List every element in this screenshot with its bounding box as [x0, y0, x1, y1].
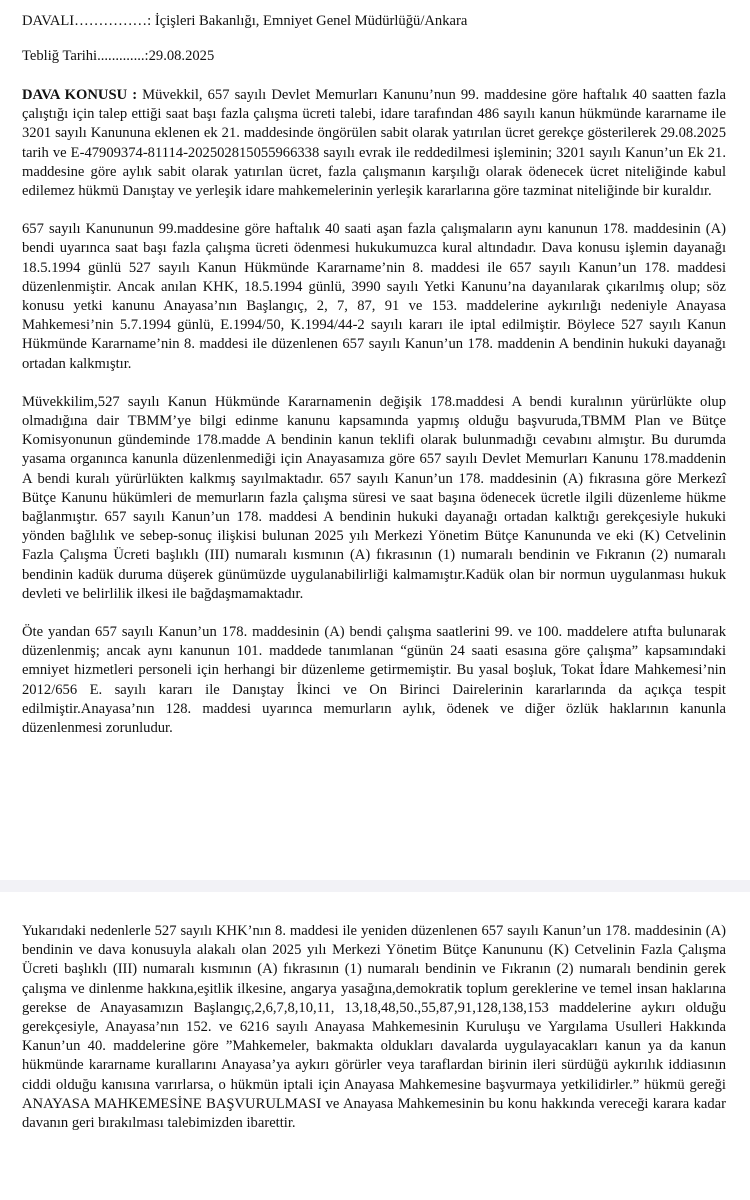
document-page-2 — [0, 892, 750, 1200]
teblig-value: 29.08.2025 — [148, 48, 215, 64]
page-break — [0, 880, 750, 892]
dava-konusu-paragraph — [22, 86, 726, 201]
davali-line — [22, 12, 726, 31]
final-text-before: Yukarıdaki nedenlerle 527 sayılı KHK’nın 8. maddesi ile yeniden düzenlenen 657 sayılı Kanun’un 178. maddesinin (A) bendinin ve dava konusuyla alakalı olan 2025 yılı Merkezi Yönetim Bütçe Kanununu (K) Cetvelinin Fazla Çalışma Ücreti başlıklı (III) numaralı kısmının (A) fıkrasının (1) numaralı bendinin ve Fıkranın (2) numaralı bendinin gerek çalışma ve dinlenme hakkına,eşitlik ilkesine, angarya yasağına,demokratik toplum gereklerine ve temel insan haklarına gerekse de Anayasamızın Başlangıç,2,6,7,8,10,11, 13,18,48,50.,55,87,91,128,138,153 maddelerine aykırı olduğu gerekçesiyle, Anayasa’nın 152. ve 6216 sayılı Anayasa Mahkemesinin Kuruluşu ve Yargılama Usulleri Hakkında Kanun’un 40. maddelerine göre ”Mahkemeler, bakmakta oldukları davalarda uygulayacakları kanun ya da kanun hükmünde kararname kurallarını Anayasa’ya aykırı görürler veya taraflardan birinin ileri sürdüğü aykırılık iddiasının ciddi olduğu kanısına varırlarsa, o hükmün iptali için Anayasa Mahkemesine başvurmaya yetkilidirler.” hükmü gereği — [22, 923, 726, 1093]
paragraph-1: 657 sayılı Kanununun 99.maddesine göre haftalık 40 saati aşan fazla çalışmaların aynı kanunun 178. maddesinin (A) bendi uyarınca saat başı fazla çalışma ücreti ödenmesi hukukumuzca kural altındadır. Dava konusu işlemin dayanağı 18.5.1994 günlü 527 sayılı Kanun Hükmünde Kararname’nin 8. maddesi ile 657 sayılı Kanun’un 178. maddesi düzenlenmiştir. Ancak anılan KHK, 18.5.1994 günlü, 3990 sayılı Yetki Kanunu’na dayanılarak çıkarılmış olup; söz konusu yetki kanunu Anayasa’nın Başlangıç, 2, 7, 87, 91 ve 153. maddelerine aykırılığı nedeniyle Anayasa Mahkemesi’nin 5.7.1994 günlü, E.1994/50, K.1994/44-2 sayılı kararı ile iptal edilmiştir. Böylece 527 sayılı Kanun Hükmünde Kararname’nin 8. maddesi ile düzenlenen 657 sayılı Kanun’un 178. maddenin A bendinin hukuki dayanağı ortadan kalkmıştır. — [22, 221, 726, 372]
dava-konusu-label: DAVA KONUSU : — [22, 87, 138, 103]
dava-konusu-text: Müvekkil, 657 sayılı Devlet Memurları Kanunu’nun 99. maddesine göre haftalık 40 saatten fazla çalıştığı için talep ettiği saat başı fazla çalışma ücreti talebi, idare tarafından 486 sayılı kanun hükmünde kararname ile 3201 sayılı Kanununa eklenen ek 21. maddesinde öngörülen sabit olarak yatırılan ücret gerekçe gösterilerek 29.08.2025 tarih ve E-47909374-81114-202502815055966338 sayılı evrak ile reddedilmesi işleminin; 3201 sayılı Kanun’un Ek 21. maddesine göre aylık sabit olarak yatırılan ücret, fazla çalışmanın karşılığı olarak ödenecek ücret niteliğinde kabul edilemez hükmü Danıştay ve yerleşik idare mahkemelerinin yerleşik kararlarına göre tazminat niteliğinde bir kuraldır. — [22, 87, 726, 200]
final-emphasis: ANAYASA MAHKEMESİNE BAŞVURULMASI — [22, 1095, 322, 1112]
paragraph-3: Öte yandan 657 sayılı Kanun’un 178. maddesinin (A) bendi çalışma saatlerini 99. ve 100. maddelere atıfta bulunarak düzenlenmiş; ancak aynı kanunun 101. maddede tanımlanan “günün 24 saati esasına göre çalışma” kapsamındaki emniyet hizmetleri personeli için herhangi bir düzenleme getirmemiştir. Bu yasal boşluk, Tokat İdare Mahkemesi’nin 2012/656 E. sayılı kararı ile Danıştay İkinci ve On Birinci Dairelerinin kararlarında da açıkça tespit edilmiştir.Anayasa’nın 128. maddesi uyarınca memurların aylık, ödenek ve diğer özlük haklarının kanunla düzenlenmesi zorunludur. — [22, 624, 726, 737]
davali-value: İçişleri Bakanlığı, Emniyet Genel Müdürlüğü/Ankara — [151, 13, 468, 29]
paragraph-2: Müvekkilim,527 sayılı Kanun Hükmünde Kararnamenin değişik 178.maddesi A bendi kuralının yürürlükte olup olmadığına dair TBMM’ye bilgi edinme kanunu kapsamında yapmış olduğu başvuruda,TBMM Plan ve Bütçe Komisyonunun gündeminde 178.madde A bendinin kanun teklifi olarak bulunmadığı cevabını almıştır. Bu durumda yasama organınca kanunla düzenlenmediği için Anayasamıza göre 657 sayılı Devlet Memurları Kanunu 178.maddenin A bendi kuralı yürürlükten kalkmış sayılmaktadır. 657 sayılı Kanun’un 178. maddesinin (A) fıkrasına göre Merkezî Bütçe Kanunu hükümleri de memurların fazla çalışma süresi ve saat başına ödenecek ücretle ilgili düzenleme hükme bağlanmıştır. 657 sayılı Kanun’un 178. maddesi A bendinin hukuki dayanağı ortadan kalktığı gerekçesiyle hukuki yönden bağlılık ve sebep-sonuç ilişkisi bulunan 2025 yılı Merkezi Yönetim Bütçe Kanununda ve eki (K) Cetvelinin Fazla Çalışma Ücreti başlıklı (III) numaralı kısmının (A) fıkrasının (1) numaralı bendinin ve Fıkranın (2) numaralı bendinin kadük duruma düşerek günümüzde uygulanabilirliği kalmamıştır.Kadük olan bir normun uygulanması hukuk devleti ve belirlilik ilkesi ile bağdaşmamaktadır. — [22, 393, 726, 602]
final-text-after: ve Anayasa Mahkemesinin bu konu hakkında vereceği karara kadar davanın geri bırakılması talebimizden ibarettir. — [22, 1095, 726, 1132]
davali-label: DAVALI……………: — [22, 13, 152, 29]
teblig-line — [22, 47, 726, 66]
final-paragraph — [22, 922, 726, 1133]
teblig-label: Tebliğ Tarihi.............: — [22, 48, 149, 64]
